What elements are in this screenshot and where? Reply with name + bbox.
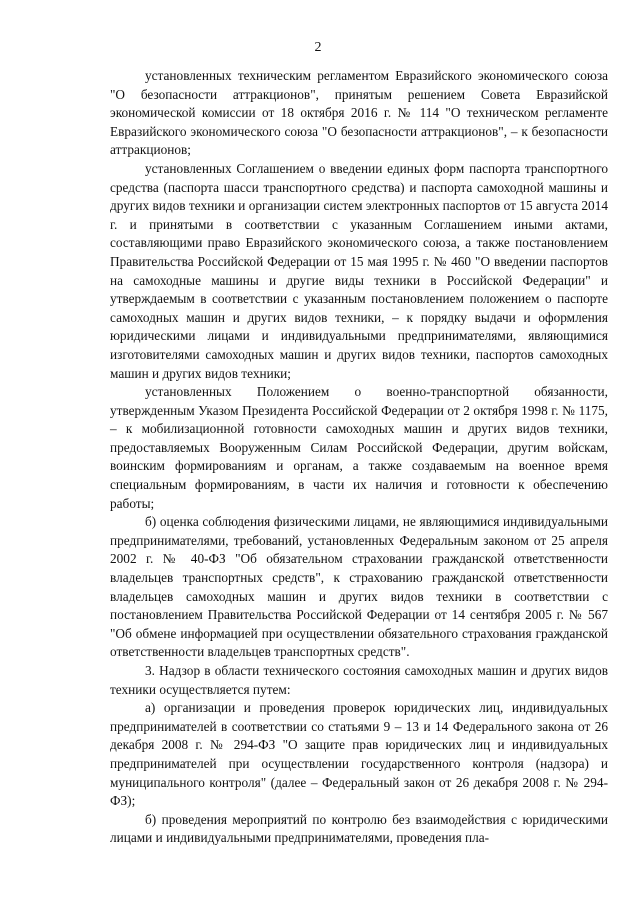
paragraph: а) организации и проведения проверок юридических лиц, индивидуальных предпринимателей в соответствии со статьями 9 – 13 и 14 Федерального закона от 26 декабря 2008 г. № 294-ФЗ "О защите прав юридических лиц и индивидуальных предпринимателей при осуществлении государственного контроля (надзора) и муниципального контроля" (далее – Федеральный закон от 26 декабря 2008 г. № 294-ФЗ); [110,700,608,809]
document-body [110,67,608,848]
paragraph: установленных Соглашением о введении единых форм паспорта транспортного средства (паспорта шасси транспортного средства) и паспорта самоходной машины и других видов техники и организации систем электронных паспортов от 15 августа 2014 г. и принятыми в соответствии с указанным Соглашением иными актами, составляющими право Евразийского экономического союза, а также постановлением Правительства Российской Федерации от 15 мая 1995 г. № 460 "О введении паспортов на самоходные машины и другие виды техники в Российской Федерации" и утверждаемым в соответствии с указанным постановлением положением о паспорте самоходных машин и других видов техники, – к порядку выдачи и оформления юридическими лицами и индивидуальными предпринимателями, являющимися изготовителями самоходных машин и других видов техники, паспортов самоходных машин и других видов техники; [110,160,608,381]
paragraph: б) проведения мероприятий по контролю без взаимодействия с юридическими лицами и индивидуальными предпринимателями, проведения пла- [110,811,608,846]
paragraph: б) оценка соблюдения физическими лицами, не являющимися индивидуальными предпринимателями, требований, установленных Федеральным законом от 25 апреля 2002 г. № 40-ФЗ "Об обязательном страховании гражданской ответственности владельцев транспортных средств", к страхованию гражданской ответственности владельцев самоходных машин и других видов техники в соответствии с постановлением Правительства Российской Федерации от 14 сентября 2005 г. № 567 "Об обмене информацией при осуществлении обязательного страхования гражданской ответственности владельцев транспортных средств". [110,514,608,660]
page-number: 2 [314,40,322,55]
paragraph: установленных Положением о военно-транспортной обязанности, утвержденным Указом Президента Российской Федерации от 2 октября 1998 г. № 1175, – к мобилизационной готовности самоходных машин и других видов техники, предоставляемых Вооруженным Силам Российской Федерации, другим войскам, воинским формированиям и органам, а также создаваемым на военное время специальным формированиям, в части их наличия и готовности к обеспечению работы; [110,384,608,511]
paragraph: 3. Надзор в области технического состояния самоходных машин и других видов техники осуществляется путем: [110,663,608,697]
paragraph: установленных техническим регламентом Евразийского экономического союза "О безопасности аттракционов", принятым решением Совета Евразийской экономической комиссии от 18 октября 2016 г. № 114 "О техническом регламенте Евразийского экономического союза "О безопасности аттракционов", – к безопасности аттракционов; [110,68,608,158]
